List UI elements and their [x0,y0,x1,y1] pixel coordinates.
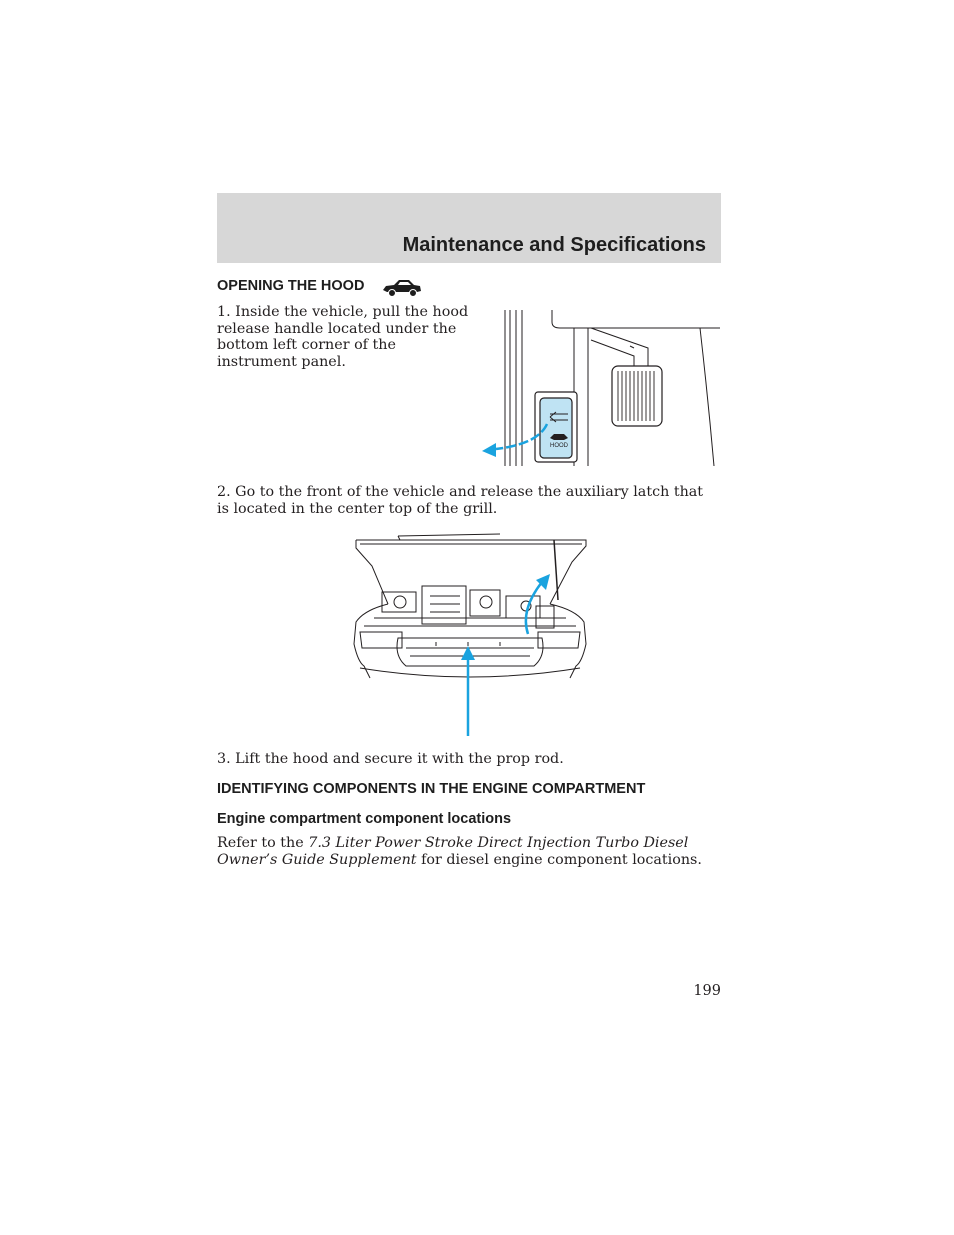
opening-hood-heading-text: OPENING THE HOOD [217,278,365,294]
engine-locations-subheading: Engine compartment component locations [217,811,512,827]
brake-pedal-pad [612,366,662,426]
section-title: Maintenance and Specifications [402,234,706,256]
hood-handle-label: HOOD [550,443,568,449]
step-3-text: 3. Lift the hood and secure it with the prop rod. [217,751,564,767]
hood-release-handle [535,392,577,462]
supplement-title: 7.3 Liter Power Stroke Direct Injection Turbo Diesel Owner’s Guide Supplement [217,835,689,868]
components-paragraph [217,835,721,868]
section-header-band [217,193,721,263]
opening-hood-heading [217,278,364,294]
components-text-after: for diesel engine component locations. [416,851,702,868]
step-2-text: 2. Go to the front of the vehicle and release the auxiliary latch that is located in the center top of the grill. [217,484,704,517]
page-number: 199 [693,983,721,999]
identifying-components-heading: IDENTIFYING COMPONENTS IN THE ENGINE COMPARTMENT [217,781,646,797]
components-text-before: Refer to the [217,835,309,851]
open-hood-vehicle-illustration [350,526,590,740]
car-icon [381,276,423,298]
step-1-text: 1. Inside the vehicle, pull the hood release handle located under the bottom left corner of the instrument panel. [217,304,469,370]
hood-release-illustration [478,308,723,470]
